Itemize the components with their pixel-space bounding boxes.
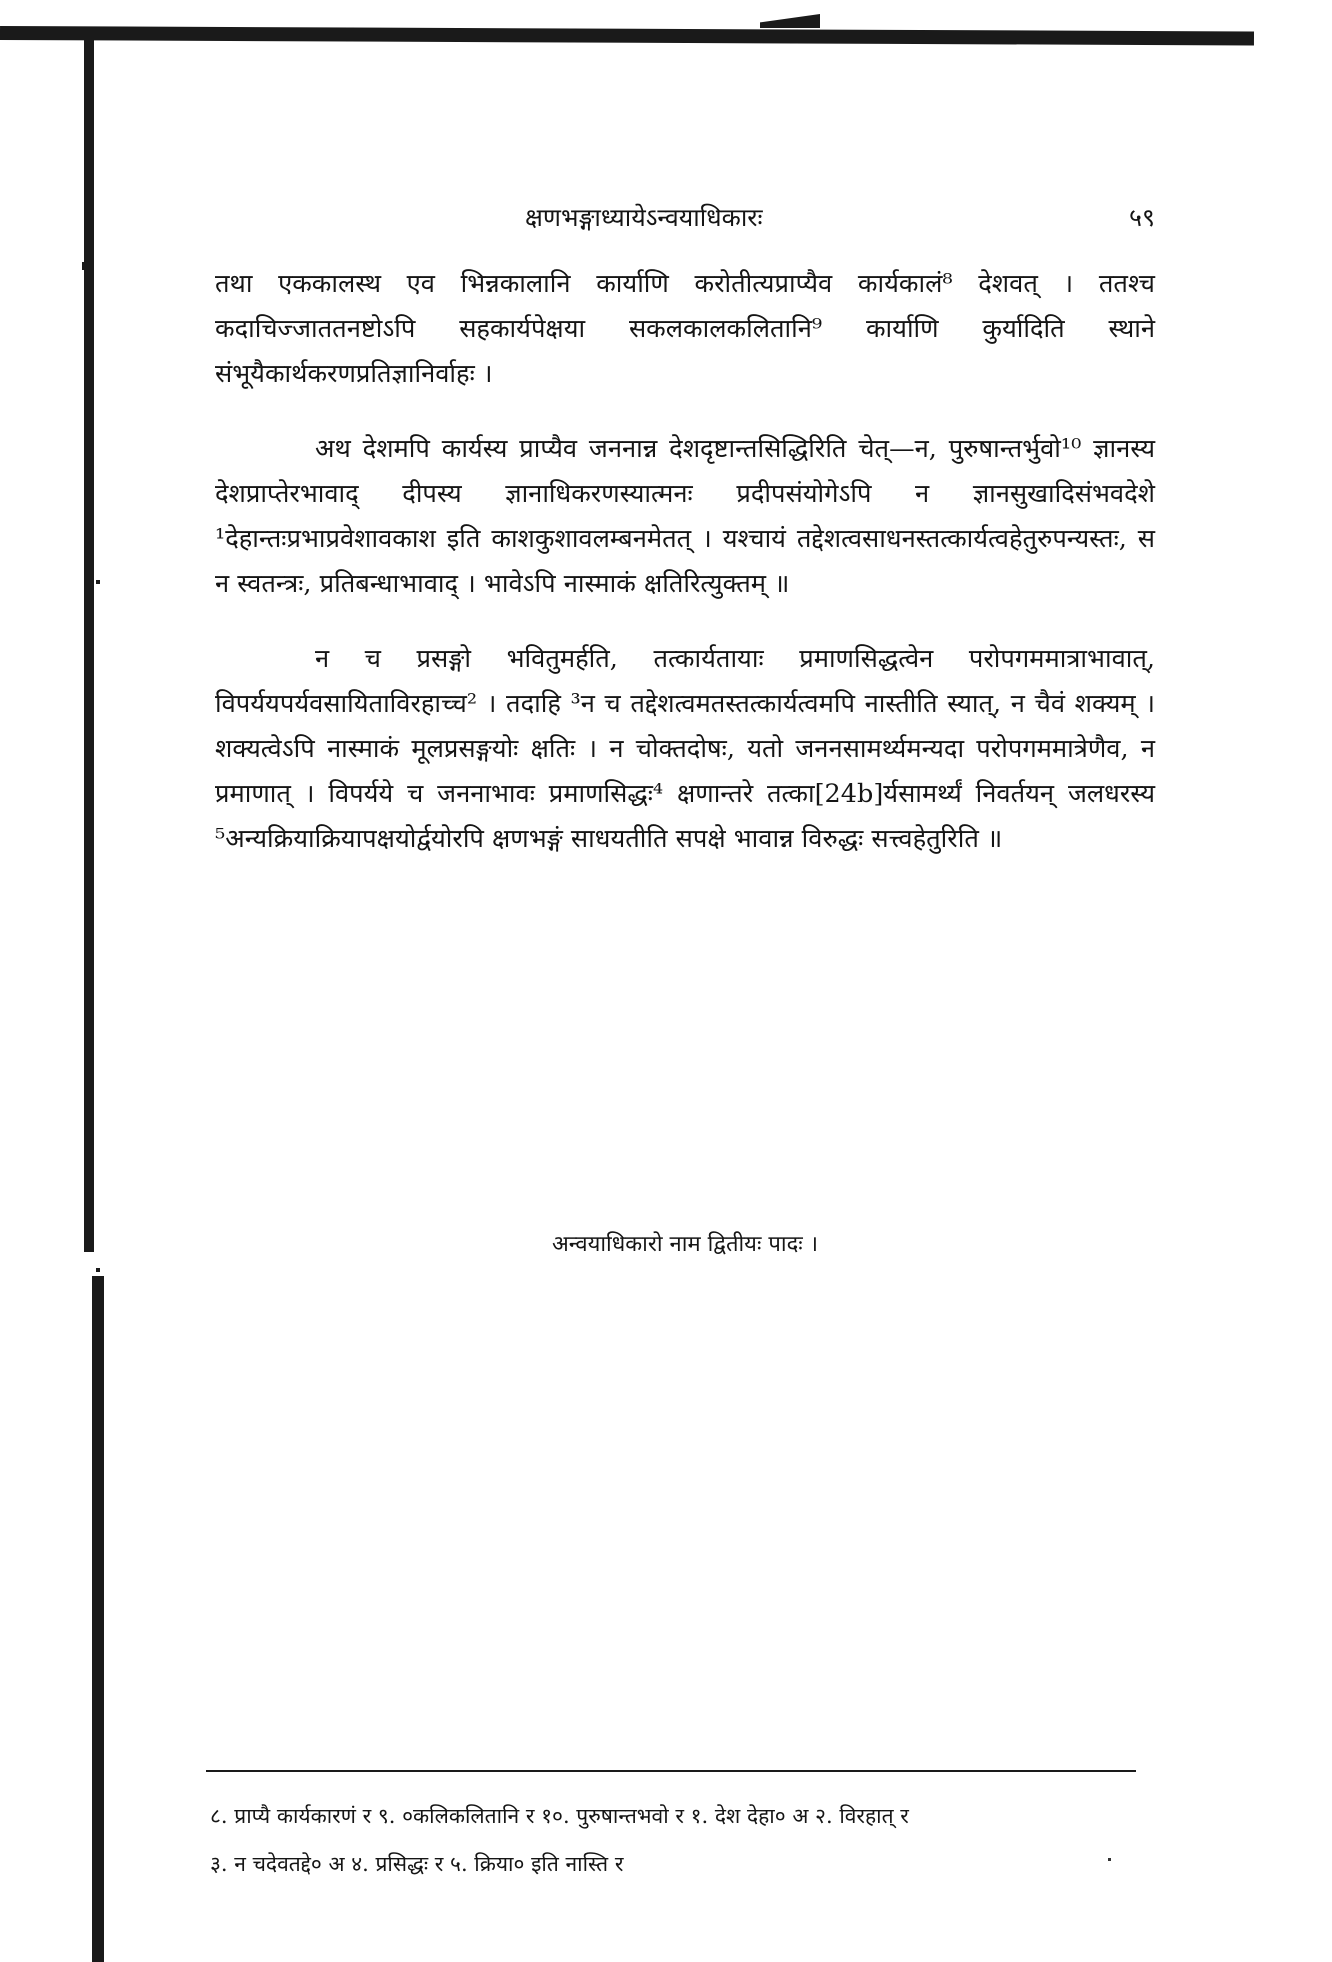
scan-left-border-upper — [84, 38, 94, 1252]
paragraph-2: अथ देशमपि कार्यस्य प्राप्यैव जननान्न देशदृष्टान्तसिद्धिरिति चेत्—न, पुरुषान्तर्भुवो¹⁰ ज्ञानस्य देशप्राप्तेरभावाद् दीपस्य ज्ञानाधिकरणस्यात्मनः प्रदीपसंयोगेऽपि न ज्ञानसुखादिसंभवदेशे ¹देहान्तःप्रभाप्रवेशावकाश इति काशकुशावलम्बनमेतत् । यश्चायं तद्देशत्वसाधनस्तत्कार्यत्वहेतुरुपन्यस्तः, स न स्वतन्त्रः, प्रतिबन्धाभावाद् । भावेऽपि नास्माकं क्षतिरित्युक्तम् ॥ — [215, 434, 1155, 599]
scan-mark — [82, 262, 90, 270]
page-number: ५९ — [1128, 203, 1155, 232]
footnotes — [210, 1792, 1160, 1888]
scan-top-border — [0, 26, 1254, 45]
scan-mark — [96, 1268, 100, 1272]
scan-top-notch — [760, 14, 820, 28]
paragraph-3: न च प्रसङ्गो भवितुमर्हति, तत्कार्यतायाः प्रमाणसिद्धत्वेन परोपगममात्राभावात्, विपर्ययपर्यवसायिताविरहाच्च² । तदाहि ³न च तद्देशत्वमतस्तत्कार्यत्वमपि नास्तीति स्यात्, न चैवं शक्यम् । शक्यत्वेऽपि नास्माकं मूलप्रसङ्गयोः क्षतिः । न चोक्तदोषः, यतो जननसामर्थ्यमन्यदा परोपगममात्रेणैव, न प्रमाणात् । विपर्यये च जननाभावः प्रमाणसिद्धः⁴ क्षणान्तरे तत्का[24b]र्यसामर्थ्यं निवर्तयन् जलधरस्य ⁵अन्यक्रियाक्रियापक्षयोर्द्वयोरपि क्षणभङ्गं साधयतीति सपक्षे भावान्न विरुद्धः सत्त्वहेतुरिति ॥ — [215, 644, 1155, 854]
footnote-line: ८. प्राप्यै कार्यकारणं र ९. ०कलिकलितानि र १०. पुरुषान्तभवो र १. देश देहा० अ २. विरहात् र — [210, 1804, 909, 1828]
footnote-line: ३. न चदेवतद्दे० अ ४. प्रसिद्धः र ५. क्रिया० इति नास्ति र — [210, 1852, 624, 1876]
section-colophon: अन्वयाधिकारो नाम द्वितीयः पादः । — [551, 1232, 819, 1257]
scan-left-border-lower — [92, 1276, 104, 1962]
running-header — [215, 200, 1155, 240]
footnote-divider — [206, 1770, 1136, 1772]
paragraph-1: तथा एककालस्थ एव भिन्नकालानि कार्याणि करोतीत्यप्राप्यैव कार्यकालं⁸ देशवत् । ततश्च कदाचिज्जाततनष्टोऽपि सहकार्यपेक्षया सकलकालकलितानि⁹ कार्याणि कुर्यादिति स्थाने संभूयैकार्थकरणप्रतिज्ञानिर्वाहः । — [215, 269, 1155, 389]
scan-mark — [96, 580, 100, 584]
chapter-title: क्षणभङ्गाध्यायेऽन्वयाधिकारः — [525, 203, 763, 232]
body-text — [215, 262, 1155, 892]
